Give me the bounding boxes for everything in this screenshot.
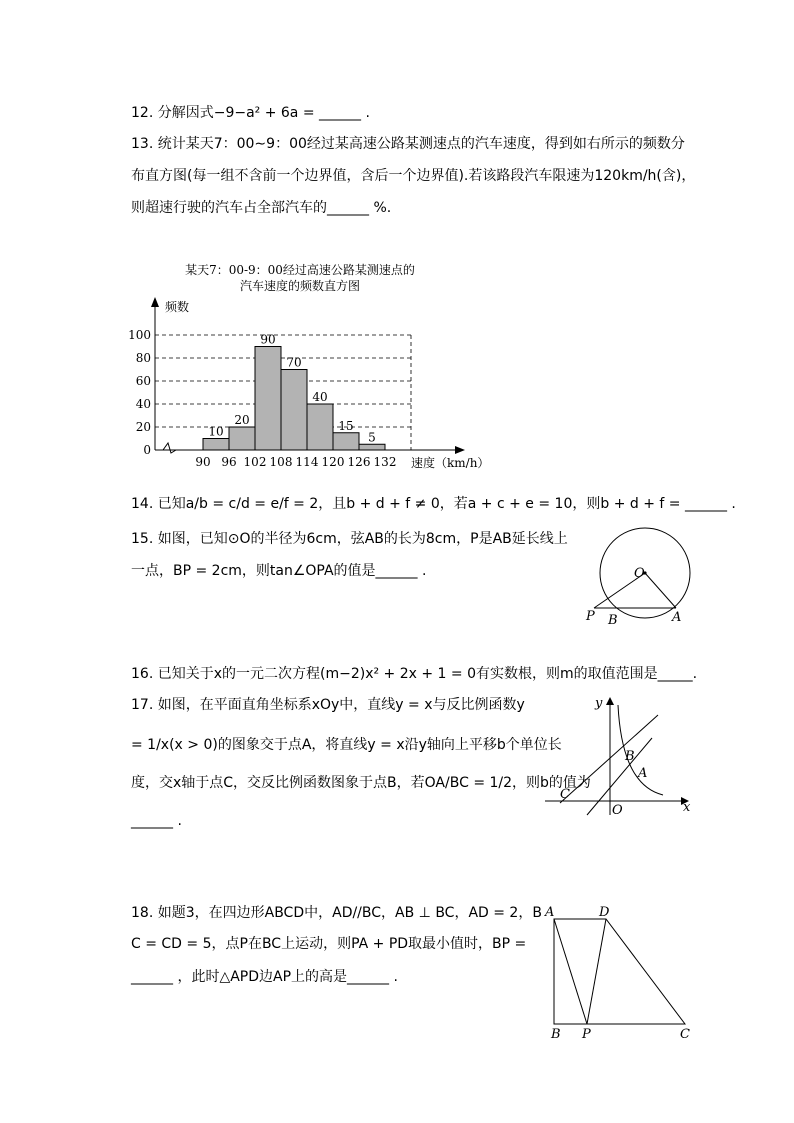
q14-text: 14. 已知a/b = c/d = e/f = 2，且b + d + f ≠ 0，若a + c + e = 10，则b + d + f = ______ . <box>131 496 736 512</box>
histogram-bar <box>281 370 307 451</box>
label-o: O <box>612 803 623 818</box>
histogram-bar <box>307 404 333 450</box>
y-tick-label: 60 <box>135 374 151 388</box>
segment-oa <box>645 573 676 608</box>
y-tick-label: 0 <box>143 443 151 457</box>
q17-line1: 17. 如图，在平面直角坐标系xOy中，直线y = x与反比例函数y <box>131 697 525 713</box>
q12-text: 12. 分解因式−9−a² + 6a = ______ . <box>131 105 370 121</box>
q17-line4: ______ . <box>131 813 182 829</box>
label-d: D <box>599 905 610 920</box>
q13-line3: 则超速行驶的汽车占全部汽车的______ %. <box>131 200 392 216</box>
axis-break <box>163 443 176 453</box>
label-y: y <box>595 696 603 711</box>
histogram-chart <box>125 295 495 475</box>
circle-figure <box>580 520 700 630</box>
x-tick-label: 102 <box>243 455 267 469</box>
q13-line1: 13. 统计某天7：00∼9：00经过某高速公路某测速点的汽车速度，得到如右所示的频数分 <box>131 136 685 152</box>
histogram-bar <box>255 347 281 451</box>
bar-value-label: 20 <box>234 413 250 427</box>
x-axis-arrow <box>455 446 465 454</box>
segment-pd <box>587 919 606 1024</box>
q15-line2: 一点，BP = 2cm，则tan∠OPA的值是______ . <box>131 563 427 579</box>
y-tick-label: 20 <box>135 420 151 434</box>
bar-value-label: 5 <box>368 430 376 445</box>
q18-line1: 18. 如题3，在四边形ABCD中，AD//BC，AB ⊥ BC，AD = 2，B <box>131 905 542 921</box>
histogram-bar <box>229 427 255 450</box>
quadrilateral-figure <box>540 900 700 1050</box>
q16-text: 16. 已知关于x的一元二次方程(m−2)x² + 2x + 1 = 0有实数根，则m的取值范围是_____. <box>131 666 698 682</box>
coordinate-figure <box>540 690 700 820</box>
y-tick-label: 80 <box>135 351 151 365</box>
segment-pa <box>554 919 587 1024</box>
q18-line2: C = CD = 5，点P在BC上运动，则PA + PD取最小值时，BP = <box>131 936 527 952</box>
histogram-bar <box>203 439 229 451</box>
label-b: B <box>625 749 635 764</box>
label-o: O <box>634 566 645 581</box>
label-c: C <box>560 787 570 802</box>
x-axis-title: 速度（km/h） <box>411 456 490 470</box>
label-p: P <box>586 609 595 624</box>
x-tick-label: 126 <box>347 455 371 469</box>
label-x: x <box>683 800 691 815</box>
y-tick-label: 40 <box>135 397 151 411</box>
q13-line2: 布直方图(每一组不含前一个边界值，含后一个边界值).若该路段汽车限速为120km/h(含)， <box>131 168 696 184</box>
label-b: B <box>608 613 618 628</box>
bar-value-label: 40 <box>312 390 328 404</box>
chart-title-line1: 某天7：00-9：00经过高速公路某测速点的 <box>185 263 415 277</box>
bar-value-label: 90 <box>260 332 276 347</box>
label-p: P <box>582 1027 591 1042</box>
y-axis-arrow <box>151 297 159 307</box>
x-tick-label: 132 <box>373 455 397 469</box>
q15-line1: 15. 如图，已知⊙O的半径为6cm，弦AB的长为8cm，P是AB延长线上 <box>131 531 568 547</box>
label-a: A <box>672 610 682 625</box>
x-tick-label: 120 <box>321 455 345 469</box>
shifted-line <box>560 715 658 803</box>
bar-value-label: 15 <box>338 418 354 433</box>
bar-value-label: 70 <box>286 355 302 370</box>
bar-value-label: 10 <box>208 424 224 439</box>
histogram-bar <box>359 444 385 450</box>
label-a: A <box>545 905 555 920</box>
x-tick-label: 90 <box>195 455 211 469</box>
chart-title-line2: 汽车速度的频数直方图 <box>239 279 360 293</box>
quad-abcd <box>554 919 685 1024</box>
x-tick-label: 108 <box>269 455 293 469</box>
x-tick-label: 96 <box>221 455 237 469</box>
histogram-bar <box>333 433 359 450</box>
y-tick-label: 100 <box>128 328 151 342</box>
label-c: C <box>680 1027 690 1042</box>
label-b: B <box>551 1027 561 1042</box>
x-tick-label: 114 <box>295 455 319 469</box>
y-axis-title: 频数 <box>165 300 190 314</box>
q17-line2: = 1/x(x > 0)的图象交于点A，将直线y = x沿y轴向上平移b个单位长 <box>131 737 562 753</box>
q17-line3: 度，交x轴于点C，交反比例函数图象于点B，若OA/BC = 1/2，则b的值为 <box>131 775 591 791</box>
label-a: A <box>638 766 648 781</box>
q18-line3: ______ ，此时△APD边AP上的高是______ . <box>131 969 398 985</box>
